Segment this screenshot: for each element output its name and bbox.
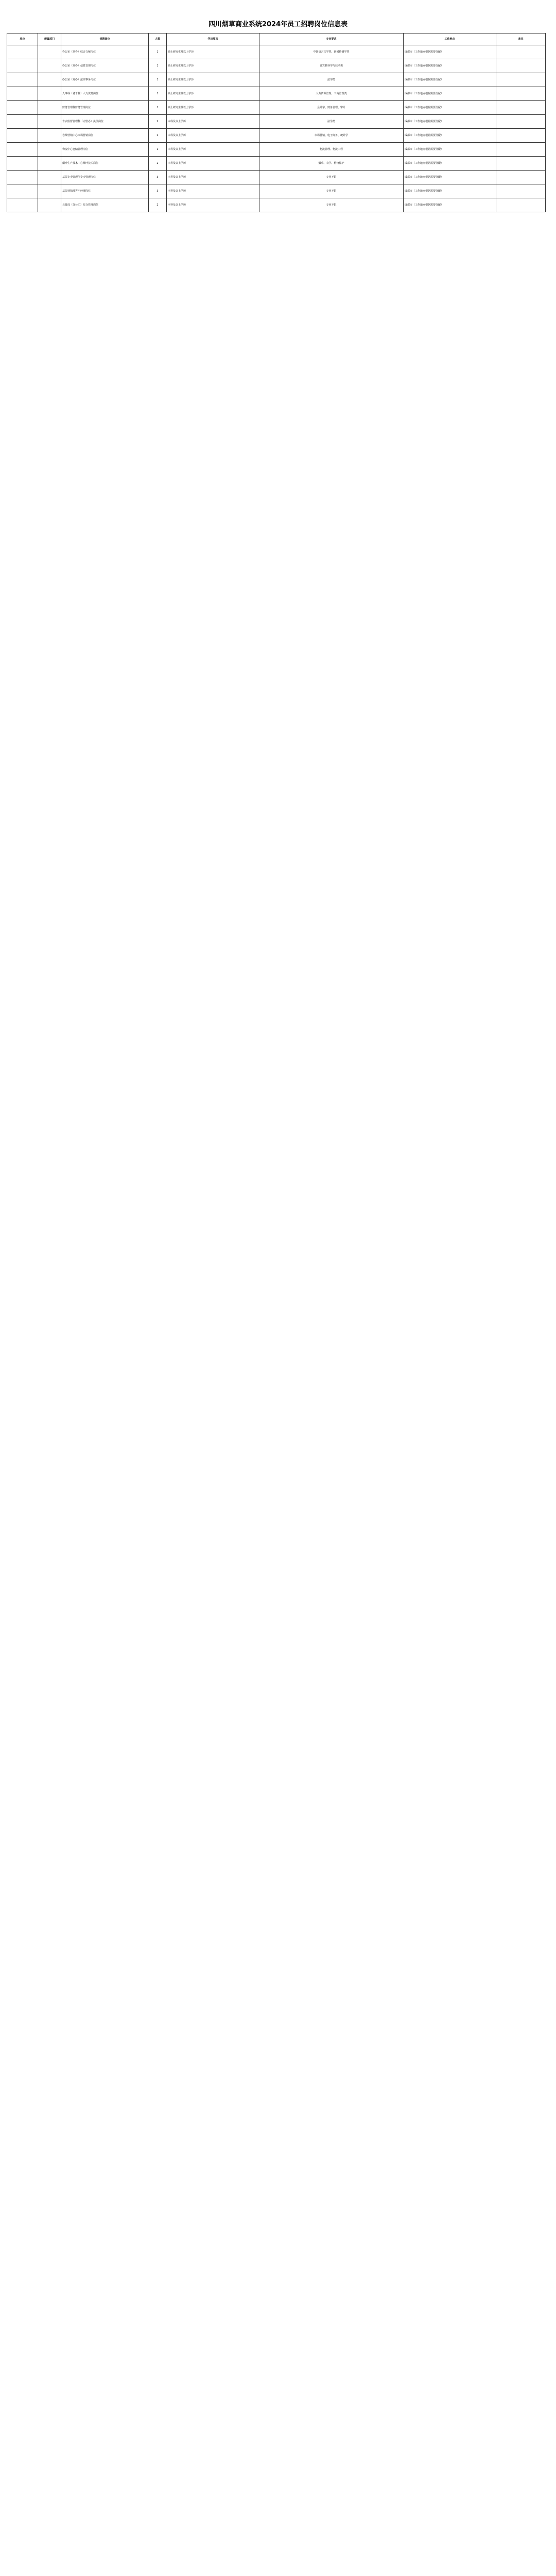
table-row [7, 198, 546, 212]
cell-count: 2 [149, 129, 167, 143]
cell-count: 1 [149, 143, 167, 157]
cell-education: 本科及以上学历 [167, 184, 259, 198]
cell-count: 1 [149, 45, 167, 59]
cell-category [38, 171, 61, 184]
table-row [7, 171, 546, 184]
cell-category [38, 59, 61, 73]
cell-education: 本科及以上学历 [167, 115, 259, 129]
cell-count: 2 [149, 115, 167, 129]
cell-note [496, 198, 546, 212]
cell-education: 硕士研究生及以上学历 [167, 73, 259, 87]
cell-location: 成都市（工作地点根据需要分配） [404, 129, 496, 143]
cell-position: 办公室（党办）法律事务岗位 [61, 73, 149, 87]
cell-count: 3 [149, 184, 167, 198]
cell-location: 成都市（工作地点根据需要分配） [404, 157, 496, 171]
cell-note [496, 129, 546, 143]
header-note: 备注 [496, 33, 546, 45]
cell-education: 硕士研究生及以上学历 [167, 59, 259, 73]
cell-category [38, 115, 61, 129]
header-education: 学历要求 [167, 33, 259, 45]
cell-category [38, 198, 61, 212]
header-major: 专业要求 [259, 33, 404, 45]
cell-education: 硕士研究生及以上学历 [167, 45, 259, 59]
cell-category [38, 45, 61, 59]
cell-note [496, 45, 546, 59]
cell-position: 基层营销部客户经理岗位 [61, 184, 149, 198]
cell-note [496, 59, 546, 73]
cell-count: 2 [149, 198, 167, 212]
header-unit: 单位 [7, 33, 38, 45]
cell-education: 硕士研究生及以上学历 [167, 101, 259, 115]
cell-category [38, 143, 61, 157]
cell-major: 专业不限 [259, 198, 404, 212]
cell-location: 成都市（工作地点根据需要分配） [404, 101, 496, 115]
cell-category [38, 87, 61, 101]
cell-education: 本科及以上学历 [167, 198, 259, 212]
cell-unit [7, 101, 38, 115]
cell-unit [7, 184, 38, 198]
cell-unit [7, 157, 38, 171]
header-position: 招聘岗位 [61, 33, 149, 45]
table-row [7, 115, 546, 129]
cell-major: 法学类 [259, 73, 404, 87]
cell-count: 1 [149, 101, 167, 115]
table-row [7, 184, 546, 198]
cell-location: 成都市（工作地点根据需要分配） [404, 87, 496, 101]
cell-major: 市场营销、电子商务、统计学 [259, 129, 404, 143]
table-row [7, 73, 546, 87]
cell-unit [7, 45, 38, 59]
cell-major: 计算机科学与技术类 [259, 59, 404, 73]
cell-category [38, 129, 61, 143]
cell-position: 烟叶生产技术中心烟叶技术岗位 [61, 157, 149, 171]
cell-count: 1 [149, 73, 167, 87]
cell-unit [7, 59, 38, 73]
cell-major: 烟草、农学、植物保护 [259, 157, 404, 171]
cell-education: 本科及以上学历 [167, 129, 259, 143]
cell-category [38, 184, 61, 198]
cell-note [496, 101, 546, 115]
cell-major: 物流管理、物流工程 [259, 143, 404, 157]
cell-note [496, 87, 546, 101]
header-category: 所属部门 [38, 33, 61, 45]
cell-unit [7, 143, 38, 157]
cell-unit [7, 129, 38, 143]
cell-location: 成都市（工作地点根据需要分配） [404, 73, 496, 87]
cell-position: 基层专卖管理所专卖管理岗位 [61, 171, 149, 184]
cell-category [38, 73, 61, 87]
table-row [7, 129, 546, 143]
cell-position: 办公室（党办）信息管理岗位 [61, 59, 149, 73]
cell-unit [7, 87, 38, 101]
cell-location: 成都市（工作地点根据需要分配） [404, 59, 496, 73]
cell-major: 中国语言文学类、新闻传播学类 [259, 45, 404, 59]
cell-location: 成都市（工作地点根据需要分配） [404, 198, 496, 212]
cell-note [496, 143, 546, 157]
cell-location: 成都市（工作地点根据需要分配） [404, 171, 496, 184]
cell-location: 成都市（工作地点根据需要分配） [404, 143, 496, 157]
header-count: 人数 [149, 33, 167, 45]
cell-position: 办公室（党办）综合文秘岗位 [61, 45, 149, 59]
cell-position: 人事科（老干科）人力资源岗位 [61, 87, 149, 101]
table-row [7, 157, 546, 171]
cell-position: 财务管理科财务管理岗位 [61, 101, 149, 115]
table-body [7, 45, 546, 212]
table-row [7, 59, 546, 73]
cell-count: 3 [149, 171, 167, 184]
cell-education: 硕士研究生及以上学历 [167, 87, 259, 101]
cell-unit [7, 115, 38, 129]
cell-major: 法学类 [259, 115, 404, 129]
cell-note [496, 157, 546, 171]
table-row [7, 87, 546, 101]
cell-major: 人力资源管理、工商管理类 [259, 87, 404, 101]
cell-note [496, 115, 546, 129]
cell-education: 本科及以上学历 [167, 171, 259, 184]
table-header-row [7, 33, 546, 45]
cell-education: 本科及以上学历 [167, 143, 259, 157]
document-title: 四川烟草商业系统2024年员工招聘岗位信息表 [208, 21, 348, 28]
header-location: 工作地点 [404, 33, 496, 45]
cell-count: 1 [149, 59, 167, 73]
cell-unit [7, 73, 38, 87]
cell-position: 县级局（分公司）综合管理岗位 [61, 198, 149, 212]
cell-category [38, 101, 61, 115]
positions-table [7, 33, 546, 212]
cell-location: 成都市（工作地点根据需要分配） [404, 184, 496, 198]
table-row [7, 143, 546, 157]
cell-location: 成都市（工作地点根据需要分配） [404, 45, 496, 59]
cell-note [496, 171, 546, 184]
cell-location: 成都市（工作地点根据需要分配） [404, 115, 496, 129]
cell-count: 1 [149, 87, 167, 101]
cell-category [38, 157, 61, 171]
cell-note [496, 73, 546, 87]
cell-major: 会计学、财务管理、审计 [259, 101, 404, 115]
cell-count: 2 [149, 157, 167, 171]
table-row [7, 101, 546, 115]
cell-position: 物流中心仓储管理岗位 [61, 143, 149, 157]
cell-unit [7, 171, 38, 184]
table-row [7, 45, 546, 59]
cell-position: 卷烟营销中心市场营销岗位 [61, 129, 149, 143]
cell-unit [7, 198, 38, 212]
cell-major: 专业不限 [259, 171, 404, 184]
cell-education: 本科及以上学历 [167, 157, 259, 171]
cell-note [496, 184, 546, 198]
cell-major: 专业不限 [259, 184, 404, 198]
cell-position: 专卖监督管理科（内管办）执法岗位 [61, 115, 149, 129]
